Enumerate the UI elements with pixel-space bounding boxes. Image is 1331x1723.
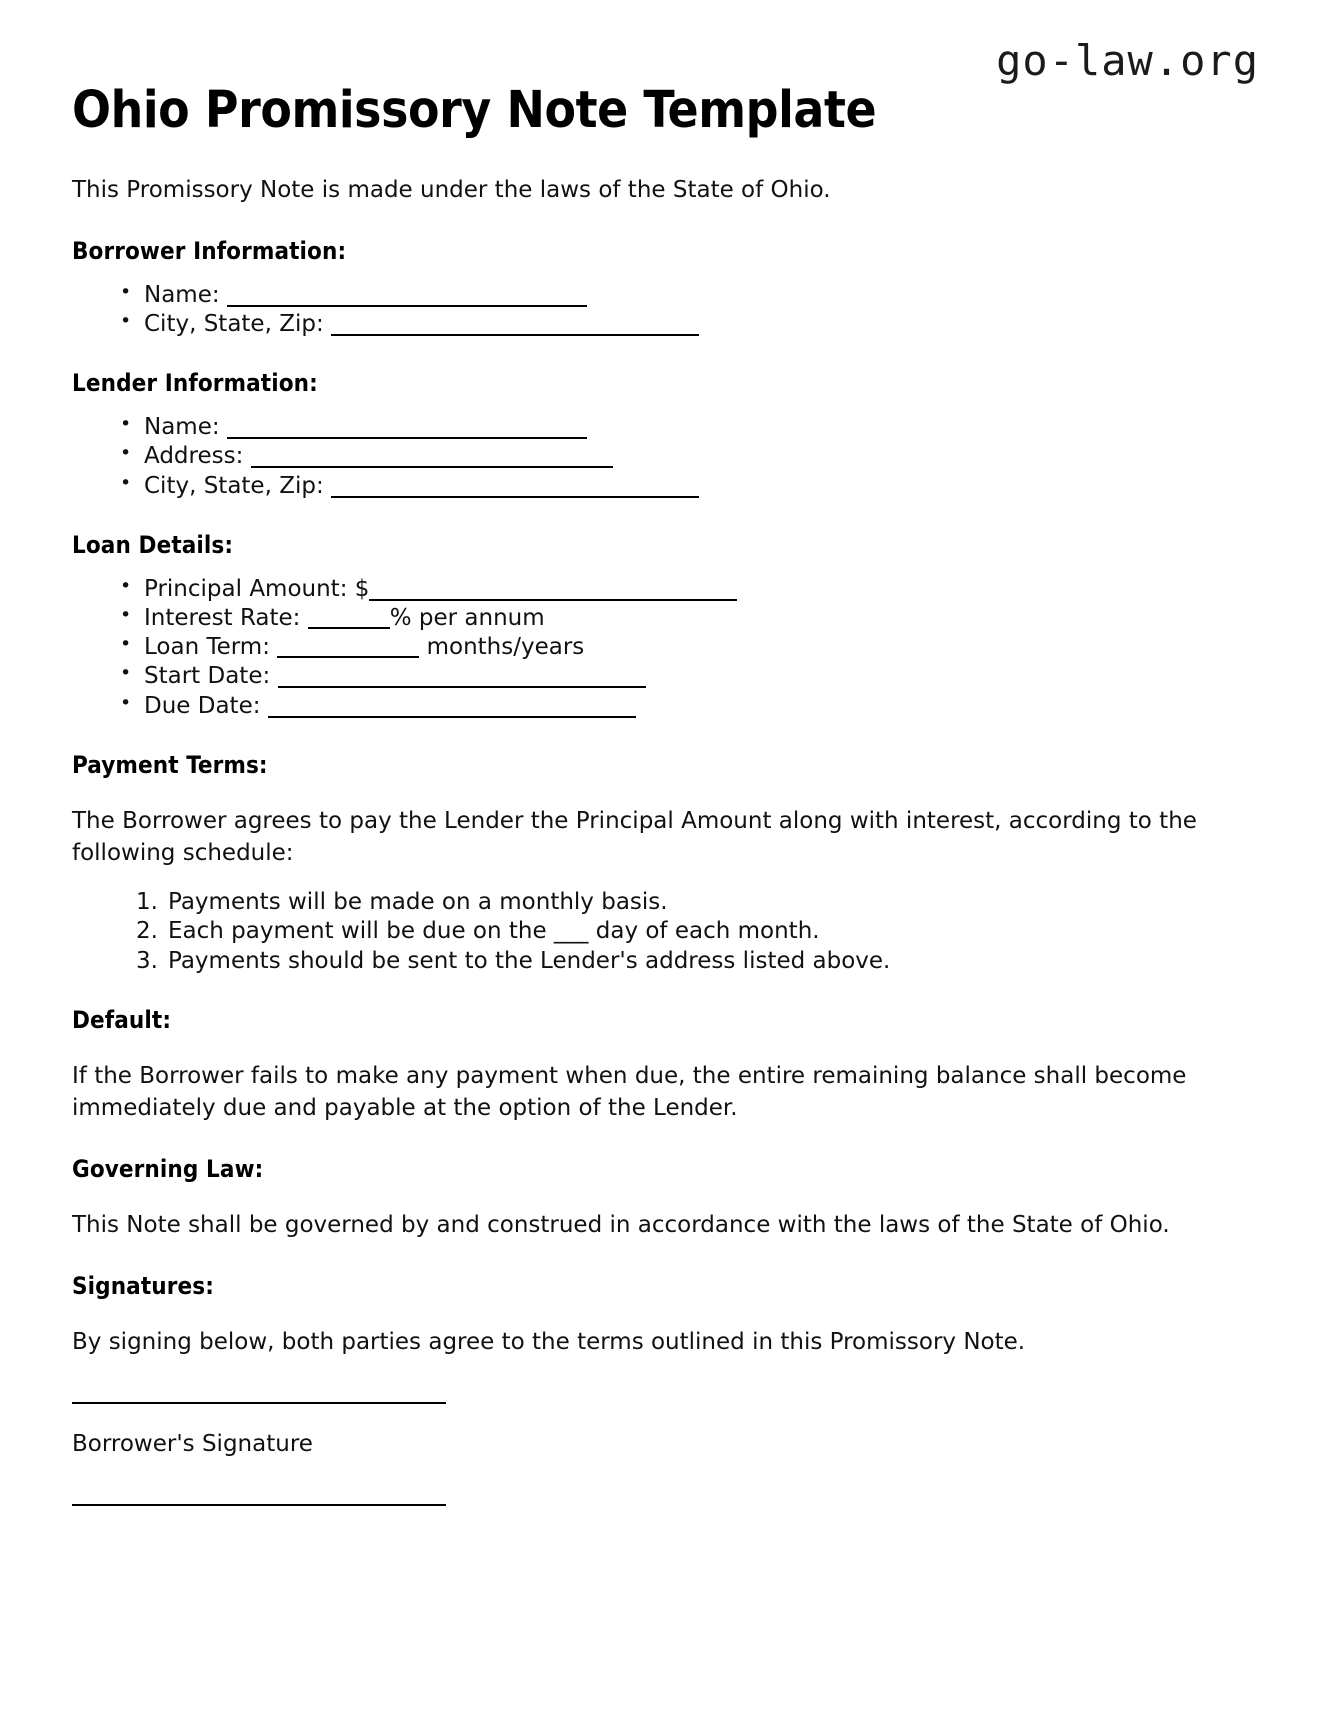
list-item bbox=[116, 442, 1259, 471]
list-item: Payments should be sent to the Lender's address listed above. bbox=[168, 947, 891, 974]
fill-in-blank[interactable] bbox=[331, 317, 699, 336]
default-paragraph: If the Borrower fails to make any payment when due, the entire remaining balance shall become immediately due and payable at the option of the Lender. bbox=[72, 1062, 1187, 1122]
list-item bbox=[116, 281, 1259, 310]
fill-in-blank[interactable] bbox=[369, 582, 737, 601]
field-label: Interest Rate: bbox=[144, 604, 301, 631]
fill-in-blank[interactable] bbox=[331, 479, 699, 498]
fill-in-blank[interactable] bbox=[227, 288, 587, 307]
governing-law-paragraph: This Note shall be governed by and construed in accordance with the laws of the State of Ohio. bbox=[72, 1212, 1170, 1239]
field-label: City, State, Zip: bbox=[144, 310, 324, 337]
field-label: Start Date: bbox=[144, 663, 271, 690]
lender-fields-list bbox=[72, 397, 1259, 501]
field-label: Due Date: bbox=[144, 692, 261, 719]
field-label: Loan Term: bbox=[144, 634, 270, 661]
list-item bbox=[116, 633, 1259, 662]
field-label: Name: bbox=[144, 414, 220, 441]
list-item: Payments will be made on a monthly basis. bbox=[168, 889, 668, 916]
section-heading-signatures: Signatures: bbox=[72, 1271, 214, 1300]
list-item bbox=[116, 662, 1259, 691]
list-item: Each payment will be due on the ___ day of each month. bbox=[168, 918, 820, 945]
section-heading-borrower: Borrower Information: bbox=[72, 236, 347, 265]
signatures-paragraph: By signing below, both parties agree to the terms outlined in this Promissory Note. bbox=[72, 1328, 1026, 1355]
list-item bbox=[116, 604, 1259, 633]
field-suffix: months/years bbox=[419, 634, 585, 661]
section-heading-default: Default: bbox=[72, 1005, 172, 1034]
borrower-signature-label: Borrower's Signature bbox=[72, 1431, 313, 1458]
fill-in-blank[interactable] bbox=[227, 420, 587, 439]
section-heading-loan-details: Loan Details: bbox=[72, 530, 234, 559]
fill-in-blank[interactable] bbox=[268, 699, 636, 718]
section-heading-payment-terms: Payment Terms: bbox=[72, 750, 268, 779]
loan-details-fields-list bbox=[72, 559, 1259, 721]
field-label: Principal Amount: $ bbox=[144, 575, 370, 602]
page-title: Ohio Promissory Note Template bbox=[72, 81, 877, 140]
section-heading-lender: Lender Information: bbox=[72, 369, 318, 398]
list-item bbox=[116, 413, 1259, 442]
list-item bbox=[116, 472, 1259, 501]
fill-in-blank[interactable] bbox=[277, 641, 419, 658]
section-heading-governing-law: Governing Law: bbox=[72, 1155, 264, 1184]
borrower-fields-list bbox=[72, 265, 1259, 339]
field-suffix: % per annum bbox=[389, 604, 545, 631]
list-item bbox=[116, 575, 1259, 604]
fill-in-blank[interactable] bbox=[278, 669, 646, 688]
field-label: City, State, Zip: bbox=[144, 472, 324, 499]
list-item bbox=[116, 310, 1259, 339]
payment-terms-paragraph: The Borrower agrees to pay the Lender the Principal Amount along with interest, according to the following schedule: bbox=[72, 807, 1197, 867]
list-item bbox=[116, 692, 1259, 721]
fill-in-blank[interactable] bbox=[308, 612, 390, 629]
lender-signature-line[interactable] bbox=[72, 1504, 446, 1506]
field-label: Name: bbox=[144, 281, 220, 308]
field-label: Address: bbox=[144, 443, 244, 470]
payment-schedule-list bbox=[72, 870, 1259, 976]
site-watermark: go-law.org bbox=[996, 36, 1259, 85]
intro-paragraph: This Promissory Note is made under the laws of the State of Ohio. bbox=[72, 177, 831, 204]
fill-in-blank[interactable] bbox=[251, 449, 613, 468]
